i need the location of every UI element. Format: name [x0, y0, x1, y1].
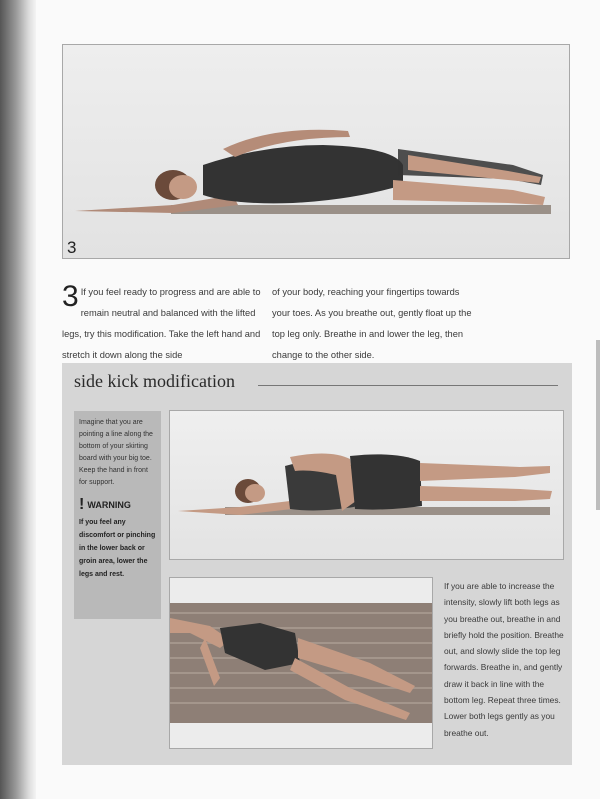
intro-text-left: [62, 282, 262, 366]
intro-text-right: of your body, reaching your fingertips towards your toes. As you breathe out, gently float up the top leg only. Breathe in and lower the leg, then change to the other side.: [272, 287, 472, 360]
panel-title: side kick modification: [74, 371, 235, 391]
warning-text: If you feel any discomfort or pinching in the lower back or groin area, lower the legs and rest.: [79, 519, 156, 578]
photo-side-lying-single-leg: [62, 44, 570, 259]
title-rule: [258, 385, 558, 386]
side-text: If you are able to increase the intensity, slowly lift both legs as you breathe out, breathe in and briefly hold the position. Breathe out, and slowly slide the top leg forwards. Breathe in, and gently draw it back in line with the bottom leg. Repeat three times. Lower both legs gently as you breathe out.: [444, 581, 564, 738]
step-number: 3: [67, 238, 77, 257]
page-edge-mark: [596, 340, 600, 510]
warning-label: WARNING: [87, 500, 131, 510]
warning-heading: [79, 498, 156, 512]
tip-text: Imagine that you are pointing a line along the bottom of your skirting board with your big toe. Keep the hand in front for support.: [79, 419, 153, 486]
intro-left-body: If you feel ready to progress and are able to remain neutral and balanced with the lifted legs, try this modification. Take the left hand and stretch it down along the side: [62, 287, 261, 360]
side-kick-modification-panel: [62, 363, 572, 765]
tip-box: [74, 411, 161, 619]
warning-icon: !: [79, 496, 85, 513]
book-spine-shadow: [0, 0, 36, 799]
photo-overhead-leg-slide: [169, 577, 433, 749]
drop-cap: 3: [62, 280, 79, 313]
photo-side-lying-both-legs: [169, 410, 564, 560]
exercise-mat: [171, 205, 551, 214]
